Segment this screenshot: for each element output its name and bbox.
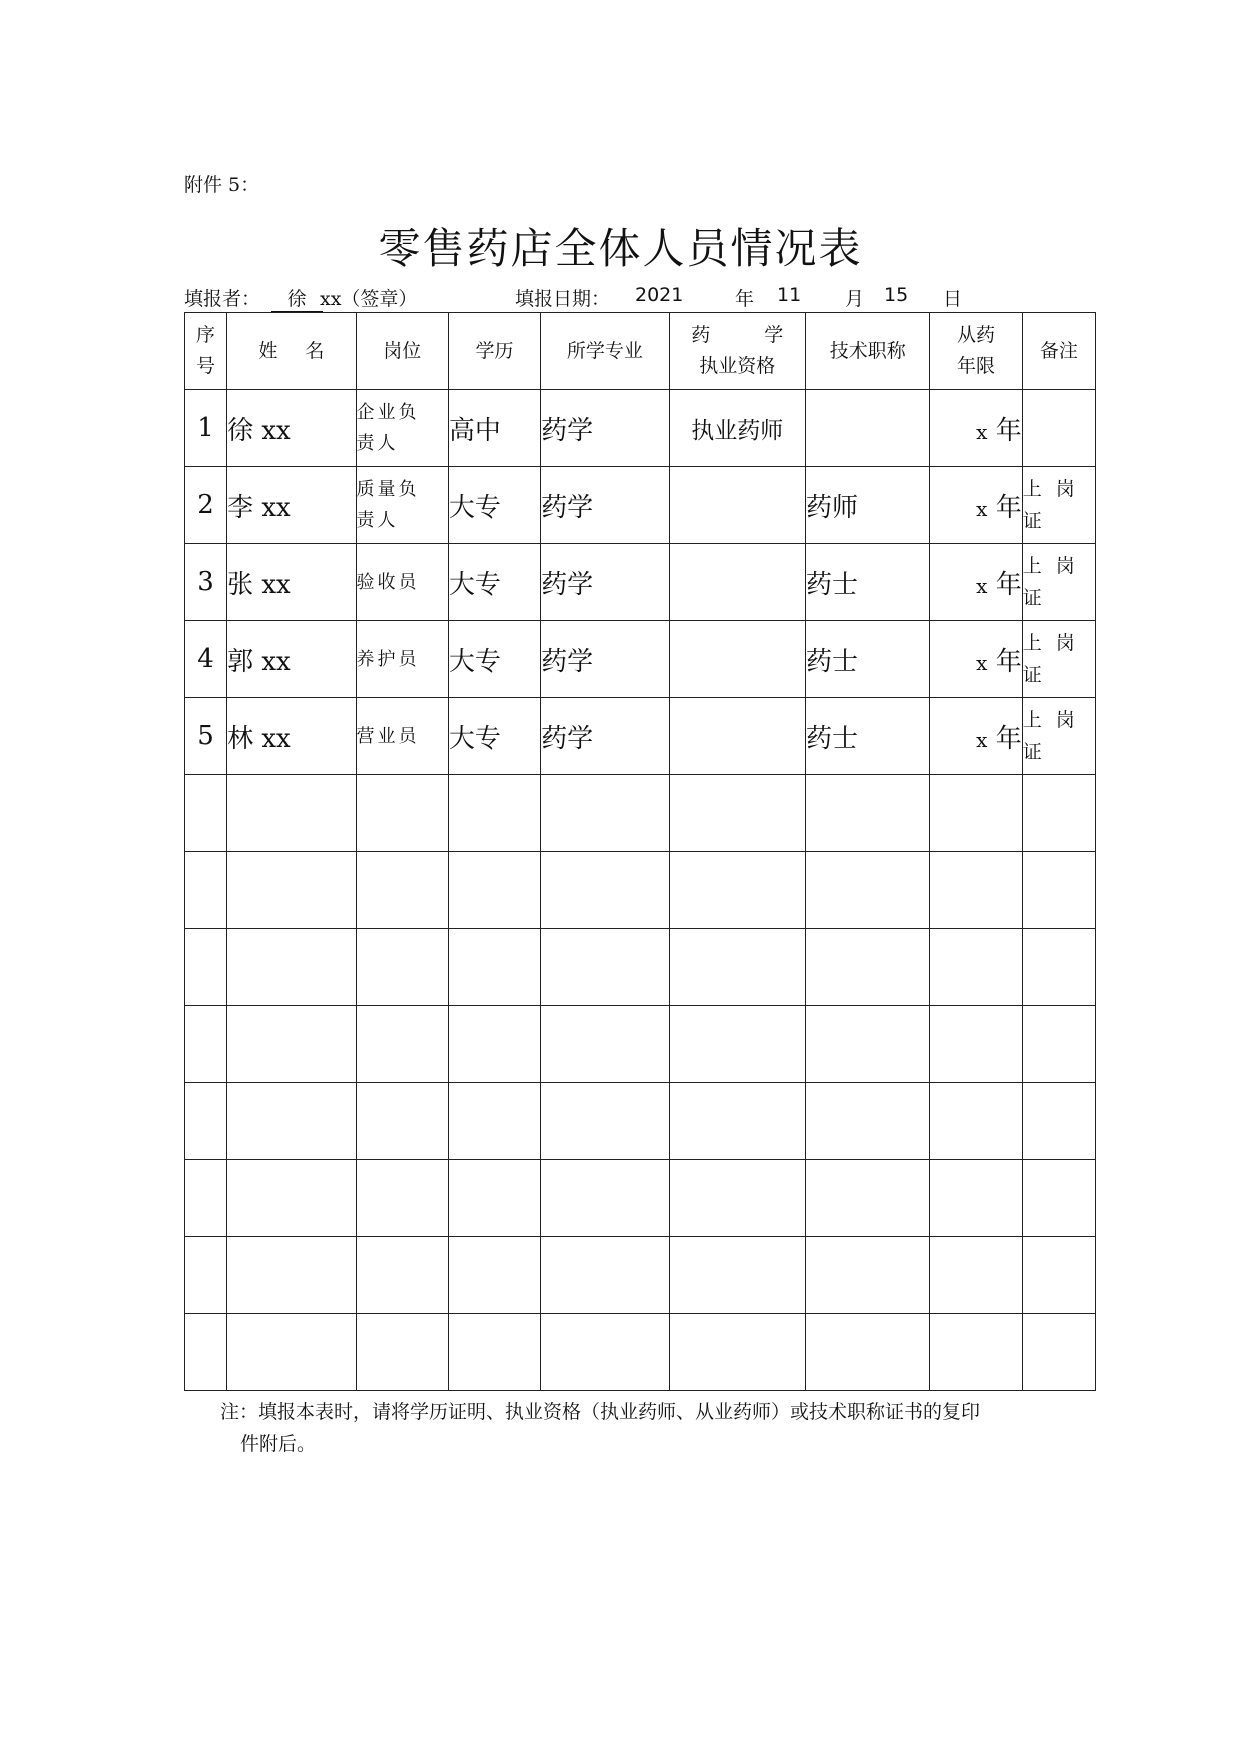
empty-cell-note[interactable] xyxy=(1022,929,1095,1006)
empty-cell-note[interactable] xyxy=(1022,1160,1095,1237)
position-line1: 营业员 xyxy=(356,725,420,747)
empty-cell-seq[interactable] xyxy=(185,1237,227,1314)
cell-seq: 2 xyxy=(185,467,227,544)
empty-cell-tech-title[interactable] xyxy=(806,775,930,852)
empty-cell-note[interactable] xyxy=(1022,1237,1095,1314)
header-qualification-line2: 执业资格 xyxy=(699,355,776,377)
note-line2: 证 xyxy=(1022,664,1056,686)
cell-education: 大专 xyxy=(448,467,540,544)
years-unit: 年 xyxy=(995,569,1022,600)
note-line1: 上岗 xyxy=(1022,709,1089,731)
header-years-line1: 从药 xyxy=(957,324,996,346)
cell-tech-title: 药师 xyxy=(806,467,930,544)
empty-cell-seq[interactable] xyxy=(185,1083,227,1160)
cell-name: 林 xx xyxy=(227,698,356,775)
cell-seq: 1 xyxy=(185,390,227,467)
empty-cell-position[interactable] xyxy=(356,775,448,852)
cell-seq: 3 xyxy=(185,544,227,621)
empty-cell-seq[interactable] xyxy=(185,852,227,929)
empty-cell-major[interactable] xyxy=(541,1160,669,1237)
cell-years xyxy=(930,698,1022,775)
header-position: 岗位 xyxy=(356,313,448,390)
footnote-line2: 件附后。 xyxy=(240,1433,317,1455)
header-years xyxy=(930,313,1022,390)
note-line1: 上岗 xyxy=(1022,478,1089,500)
cell-position xyxy=(356,621,448,698)
cell-years xyxy=(930,544,1022,621)
empty-cell-years[interactable] xyxy=(930,852,1022,929)
empty-cell-major[interactable] xyxy=(541,1083,669,1160)
empty-cell-qualification[interactable] xyxy=(669,1160,805,1237)
empty-cell-qualification[interactable] xyxy=(669,929,805,1006)
position-line2: 责人 xyxy=(356,510,399,531)
empty-cell-note[interactable] xyxy=(1022,775,1095,852)
cell-position xyxy=(356,698,448,775)
empty-cell-position[interactable] xyxy=(356,1083,448,1160)
empty-cell-major[interactable] xyxy=(541,1237,669,1314)
empty-cell-years[interactable] xyxy=(930,1314,1022,1391)
cell-position xyxy=(356,390,448,467)
header-seq-line1: 序 xyxy=(196,324,216,346)
table-row xyxy=(185,621,1096,698)
empty-cell-years[interactable] xyxy=(930,1006,1022,1083)
cell-major: 药学 xyxy=(541,467,669,544)
header-name: 姓 名 xyxy=(227,313,356,390)
cell-qualification xyxy=(669,621,805,698)
header-education: 学历 xyxy=(448,313,540,390)
cell-seq: 5 xyxy=(185,698,227,775)
empty-rows xyxy=(185,775,1096,1391)
empty-table-row xyxy=(185,1083,1096,1160)
cell-years xyxy=(930,621,1022,698)
position-line1: 企业负 xyxy=(356,402,420,423)
empty-table-row xyxy=(185,775,1096,852)
empty-cell-name[interactable] xyxy=(227,1237,356,1314)
empty-cell-years[interactable] xyxy=(930,1083,1022,1160)
years-unit: 年 xyxy=(995,492,1022,523)
cell-years xyxy=(930,467,1022,544)
empty-cell-education[interactable] xyxy=(448,1006,540,1083)
empty-cell-position[interactable] xyxy=(356,1314,448,1391)
table-row xyxy=(185,467,1096,544)
cell-major: 药学 xyxy=(541,698,669,775)
empty-cell-position[interactable] xyxy=(356,1006,448,1083)
cell-major: 药学 xyxy=(541,390,669,467)
empty-cell-major[interactable] xyxy=(541,929,669,1006)
empty-cell-major[interactable] xyxy=(541,852,669,929)
empty-cell-qualification[interactable] xyxy=(669,1314,805,1391)
cell-qualification xyxy=(669,544,805,621)
cell-qualification xyxy=(669,698,805,775)
empty-cell-years[interactable] xyxy=(930,1160,1022,1237)
header-years-line2: 年限 xyxy=(957,355,996,377)
staff-table xyxy=(184,312,1096,1391)
cell-note xyxy=(1022,698,1095,775)
empty-cell-position[interactable] xyxy=(356,929,448,1006)
empty-cell-seq[interactable] xyxy=(185,929,227,1006)
empty-cell-education[interactable] xyxy=(448,1237,540,1314)
cell-education: 大专 xyxy=(448,544,540,621)
table-header-row xyxy=(185,313,1096,390)
empty-cell-name[interactable] xyxy=(227,1083,356,1160)
table-row xyxy=(185,390,1096,467)
empty-cell-education[interactable] xyxy=(448,1314,540,1391)
empty-cell-education[interactable] xyxy=(448,852,540,929)
empty-cell-seq[interactable] xyxy=(185,1160,227,1237)
date-year-field[interactable]: 2021 xyxy=(635,284,684,306)
date-month-field[interactable]: 11 xyxy=(777,284,802,306)
cell-major: 药学 xyxy=(541,544,669,621)
cell-major: 药学 xyxy=(541,621,669,698)
cell-years xyxy=(930,390,1022,467)
position-line2: 责人 xyxy=(356,433,399,454)
note-line1: 上岗 xyxy=(1022,632,1089,654)
empty-cell-major[interactable] xyxy=(541,1006,669,1083)
years-unit: 年 xyxy=(995,723,1022,754)
cell-name: 李 xx xyxy=(227,467,356,544)
years-unit: 年 xyxy=(995,415,1022,446)
cell-name: 张 xx xyxy=(227,544,356,621)
date-day-field[interactable]: 15 xyxy=(884,284,909,306)
empty-cell-tech-title[interactable] xyxy=(806,1237,930,1314)
empty-cell-tech-title[interactable] xyxy=(806,852,930,929)
cell-note xyxy=(1022,544,1095,621)
footnote xyxy=(220,1396,1100,1460)
years-value: x xyxy=(976,419,988,444)
date-day-unit: 日 xyxy=(943,288,963,310)
date-month-unit: 月 xyxy=(845,288,865,310)
empty-cell-tech-title[interactable] xyxy=(806,929,930,1006)
cell-tech-title: 药士 xyxy=(806,544,930,621)
empty-cell-note[interactable] xyxy=(1022,1006,1095,1083)
note-line2: 证 xyxy=(1022,587,1056,609)
cell-note xyxy=(1022,390,1095,467)
header-seq xyxy=(185,313,227,390)
empty-cell-tech-title[interactable] xyxy=(806,1314,930,1391)
empty-cell-name[interactable] xyxy=(227,775,356,852)
table-row xyxy=(185,544,1096,621)
years-value: x xyxy=(976,496,988,521)
date-label: 填报日期： xyxy=(515,288,611,310)
cell-note xyxy=(1022,621,1095,698)
empty-cell-seq[interactable] xyxy=(185,1314,227,1391)
empty-cell-seq[interactable] xyxy=(185,1006,227,1083)
filler-name-field[interactable]: 徐 xyxy=(271,284,323,312)
cell-seq: 4 xyxy=(185,621,227,698)
empty-cell-note[interactable] xyxy=(1022,1083,1095,1160)
empty-cell-name[interactable] xyxy=(227,929,356,1006)
empty-cell-seq[interactable] xyxy=(185,775,227,852)
empty-cell-note[interactable] xyxy=(1022,852,1095,929)
empty-cell-qualification[interactable] xyxy=(669,1237,805,1314)
empty-cell-name[interactable] xyxy=(227,1314,356,1391)
cell-tech-title xyxy=(806,390,930,467)
header-note: 备注 xyxy=(1022,313,1095,390)
years-value: x xyxy=(976,650,988,675)
empty-cell-years[interactable] xyxy=(930,929,1022,1006)
header-tech-title: 技术职称 xyxy=(806,313,930,390)
empty-cell-years[interactable] xyxy=(930,775,1022,852)
page-title: 零售药店全体人员情况表 xyxy=(378,224,863,273)
header-qualification-line1: 药 学 xyxy=(691,324,784,346)
empty-cell-education[interactable] xyxy=(448,775,540,852)
empty-cell-name[interactable] xyxy=(227,852,356,929)
empty-cell-position[interactable] xyxy=(356,1237,448,1314)
header-qualification xyxy=(669,313,805,390)
attachment-label: 附件 5： xyxy=(184,174,260,196)
cell-tech-title: 药士 xyxy=(806,698,930,775)
empty-cell-tech-title[interactable] xyxy=(806,1160,930,1237)
empty-cell-qualification[interactable] xyxy=(669,1083,805,1160)
empty-cell-education[interactable] xyxy=(448,1160,540,1237)
position-line1: 质量负 xyxy=(356,479,420,500)
empty-cell-name[interactable] xyxy=(227,1006,356,1083)
empty-table-row xyxy=(185,1314,1096,1391)
empty-table-row xyxy=(185,1006,1096,1083)
empty-cell-major[interactable] xyxy=(541,775,669,852)
date-year-unit: 年 xyxy=(735,288,755,310)
empty-cell-position[interactable] xyxy=(356,852,448,929)
filler-label: 填报者： xyxy=(184,288,261,310)
cell-note xyxy=(1022,467,1095,544)
empty-cell-major[interactable] xyxy=(541,1314,669,1391)
empty-table-row xyxy=(185,929,1096,1006)
filler-signature-suffix: xx（签章） xyxy=(320,288,418,310)
note-line2: 证 xyxy=(1022,741,1056,763)
cell-education: 大专 xyxy=(448,698,540,775)
header-seq-line2: 号 xyxy=(196,355,216,377)
empty-table-row xyxy=(185,1160,1096,1237)
empty-cell-education[interactable] xyxy=(448,1083,540,1160)
empty-cell-qualification[interactable] xyxy=(669,852,805,929)
empty-cell-tech-title[interactable] xyxy=(806,1083,930,1160)
cell-education: 高中 xyxy=(448,390,540,467)
empty-cell-education[interactable] xyxy=(448,929,540,1006)
years-value: x xyxy=(976,573,988,598)
header-major: 所学专业 xyxy=(541,313,669,390)
cell-position xyxy=(356,467,448,544)
years-value: x xyxy=(976,727,988,752)
position-line1: 养护员 xyxy=(356,648,420,670)
position-line1: 验收员 xyxy=(356,571,420,593)
footnote-line1: 注：填报本表时，请将学历证明、执业资格（执业药师、从业药师）或技术职称证书的复印 xyxy=(220,1401,981,1423)
empty-cell-position[interactable] xyxy=(356,1160,448,1237)
note-line1: 上岗 xyxy=(1022,555,1089,577)
note-line2: 证 xyxy=(1022,510,1056,532)
cell-tech-title: 药士 xyxy=(806,621,930,698)
cell-education: 大专 xyxy=(448,621,540,698)
table-row xyxy=(185,698,1096,775)
empty-table-row xyxy=(185,852,1096,929)
cell-position xyxy=(356,544,448,621)
empty-cell-note[interactable] xyxy=(1022,1314,1095,1391)
empty-cell-name[interactable] xyxy=(227,1160,356,1237)
empty-table-row xyxy=(185,1237,1096,1314)
empty-cell-years[interactable] xyxy=(930,1237,1022,1314)
empty-cell-tech-title[interactable] xyxy=(806,1006,930,1083)
cell-name: 徐 xx xyxy=(227,390,356,467)
empty-cell-qualification[interactable] xyxy=(669,775,805,852)
cell-name: 郭 xx xyxy=(227,621,356,698)
empty-cell-qualification[interactable] xyxy=(669,1006,805,1083)
cell-qualification: 执业药师 xyxy=(669,390,805,467)
cell-qualification xyxy=(669,467,805,544)
years-unit: 年 xyxy=(995,646,1022,677)
